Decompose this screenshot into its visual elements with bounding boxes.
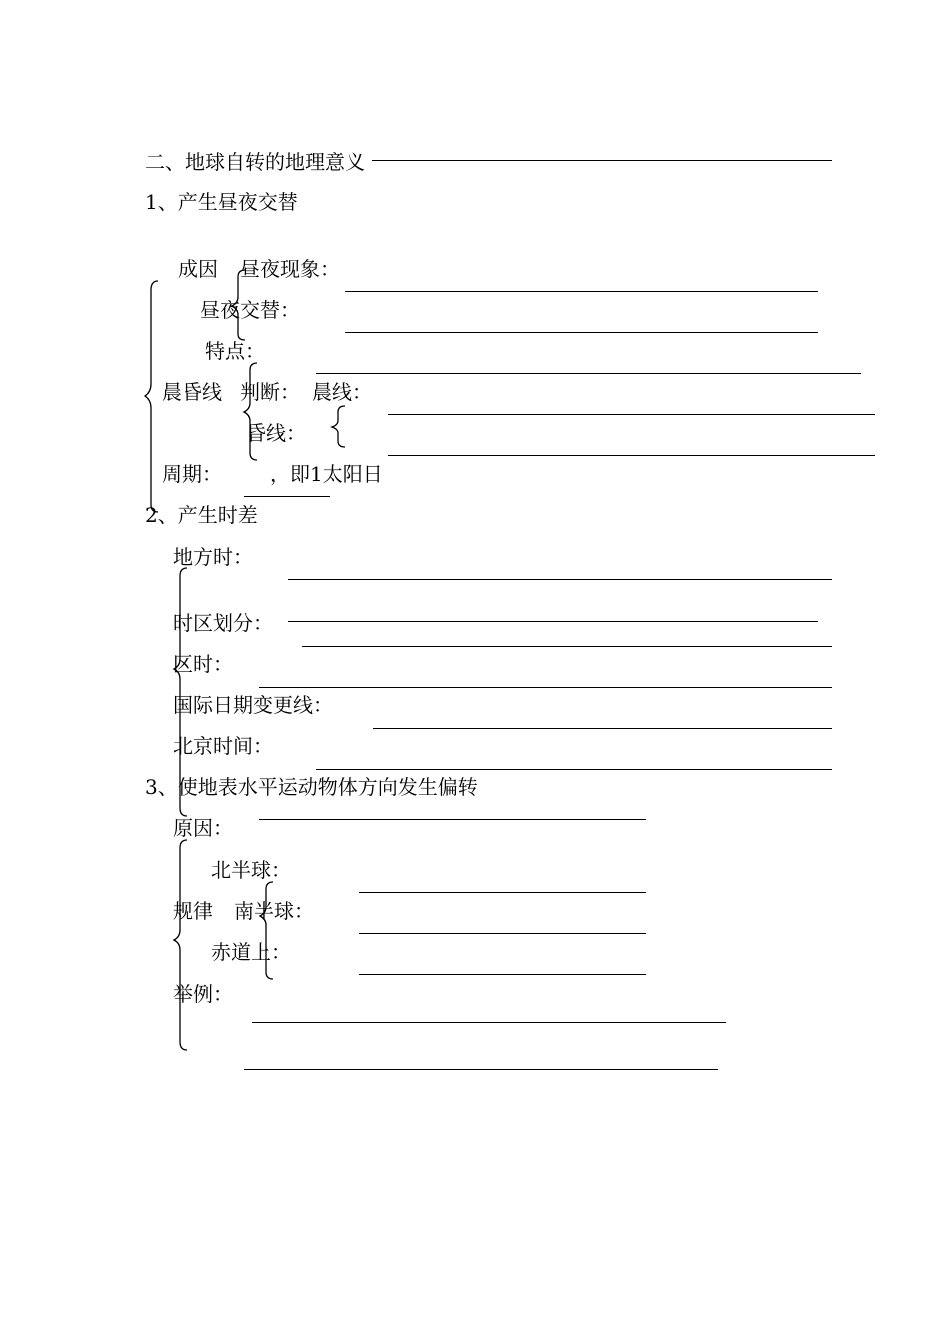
local-time-label: 地方时：	[173, 545, 253, 569]
day-night-alternation-label: 昼夜交替：	[200, 298, 300, 322]
beijing-time-label: 北京时间：	[173, 734, 273, 758]
period-label: 周期：	[162, 462, 222, 486]
dawn-line-label: 晨线：	[312, 380, 372, 404]
time-zone-division-label: 时区划分：	[173, 611, 273, 635]
part1-heading: 1、产生昼夜交替	[145, 190, 298, 214]
terminator-brace	[244, 363, 257, 460]
part1-outer-brace	[145, 281, 158, 512]
terminator-label: 晨昏线	[162, 380, 222, 404]
part3-heading: 3、使地表水平运动物体方向发生偏转	[145, 775, 478, 799]
terminator-judge-label: 判断：	[240, 380, 300, 404]
dusk-line-label: 昏线：	[246, 421, 306, 445]
rule-label: 规律	[173, 899, 213, 923]
part2-heading: 2、产生时差	[145, 503, 258, 527]
international-date-line-label: 国际日期变更线：	[173, 693, 333, 717]
part3-brace	[174, 840, 187, 1050]
southern-hemisphere-label: 南半球：	[234, 899, 314, 923]
features-label: 特点：	[205, 339, 265, 363]
day-night-phenomenon-label: 昼夜现象：	[240, 257, 340, 281]
zone-time-label: 区时：	[173, 652, 233, 676]
equator-label: 赤道上：	[211, 940, 291, 964]
reason-label: 原因：	[173, 816, 233, 840]
cause-label: 成因	[178, 257, 218, 281]
examples-label: 举例：	[173, 982, 233, 1006]
part2-brace	[174, 568, 187, 816]
rule-brace	[260, 882, 273, 979]
cause-brace	[232, 270, 245, 340]
section-title: 二、地球自转的地理意义	[145, 150, 365, 174]
dawn-dusk-brace	[332, 406, 345, 447]
period-suffix: ，即1太阳日	[270, 462, 383, 486]
northern-hemisphere-label: 北半球：	[211, 858, 291, 882]
